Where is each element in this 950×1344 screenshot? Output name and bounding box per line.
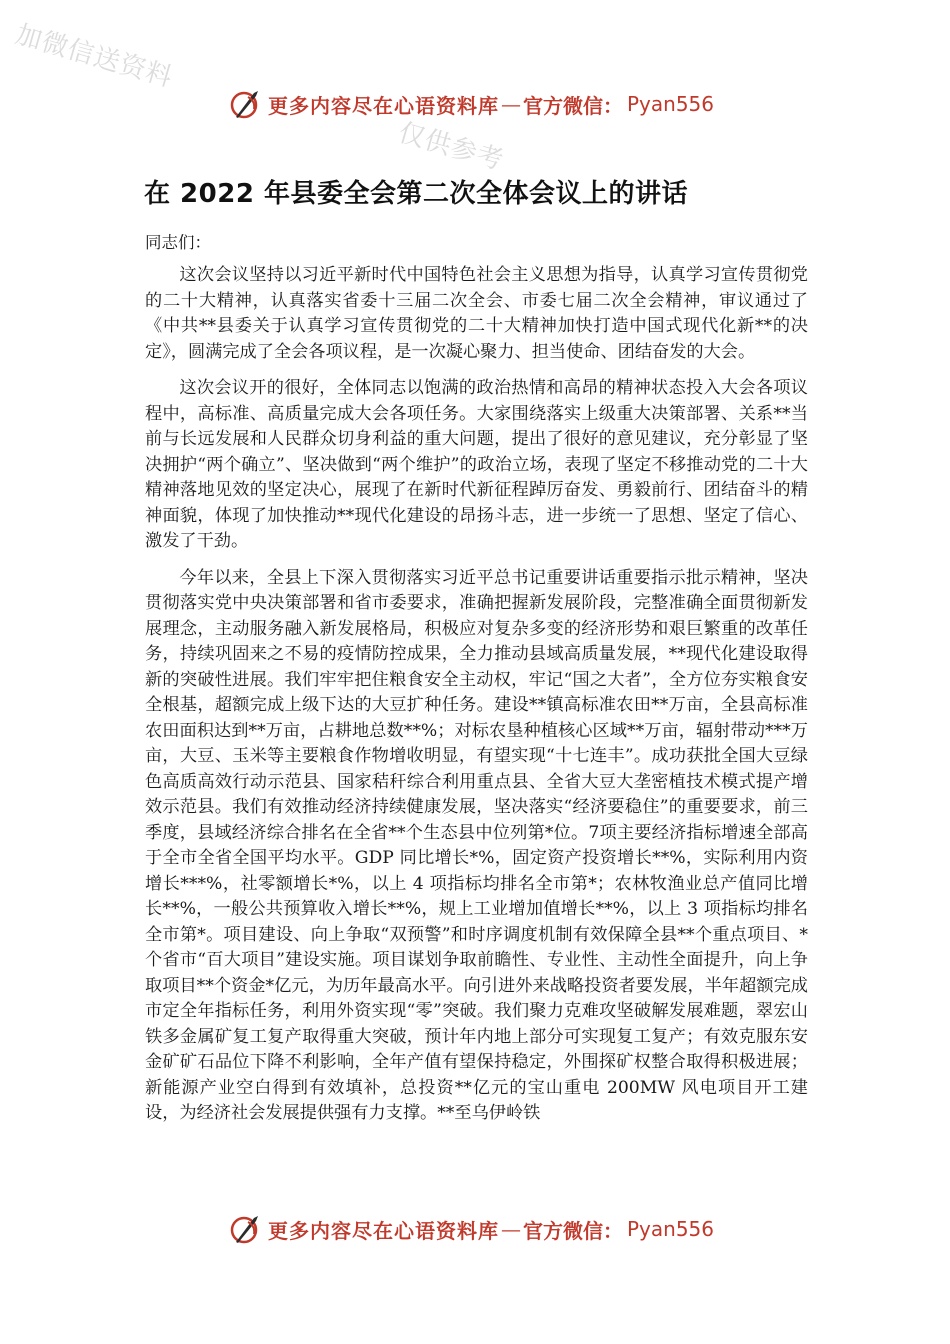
banner-slogan: 更多内容尽在心语资料库 <box>268 1218 499 1243</box>
banner-wechat-id: Pyan556 <box>627 92 715 116</box>
quill-pen-logo-icon <box>228 1212 262 1246</box>
quill-pen-logo-icon <box>228 87 262 121</box>
watermark-center: 仅供参考 <box>395 117 508 177</box>
paragraph-1: 这次会议坚持以习近平新时代中国特色社会主义思想为指导，认真学习宣传贯彻党的二十大精神，认真落实省委十三届二次全会、市委七届二次全会精神，审议通过了《中共**县委关于认真学习宣传贯彻党的二十大精神加快打造中国式现代化新**的决定》，圆满完成了全会各项议程，是一次凝心聚力、担当使命、团结奋发的大会。 <box>145 265 808 362</box>
banner-wechat-label: 官方微信： <box>523 1218 623 1243</box>
banner-dash: — <box>501 92 521 116</box>
watermark-corner: 加微信送资料 <box>12 19 177 94</box>
footer-banner <box>228 1209 714 1249</box>
paragraph-2: 这次会议开的很好，全体同志以饱满的政治热情和高昂的精神状态投入大会各项议程中，高标准、高质量完成大会各项任务。大家围绕落实上级重大决策部署、关系**当前与长远发展和人民群众切身利益的重大问题，提出了很好的意见建议，充分彰显了坚决拥护“两个确立”、坚决做到“两个维护”的政治立场，表现了坚定不移推动党的二十大精神落地见效的坚定决心，展现了在新时代新征程踔厉奋发、勇毅前行、团结奋斗的精神面貌，体现了加快推动**现代化建设的昂扬斗志，进一步统一了思想、坚定了信心、激发了干劲。 <box>145 378 808 551</box>
banner-wechat-id: Pyan556 <box>627 1217 715 1241</box>
banner-wechat-label: 官方微信： <box>523 93 623 118</box>
page-title: 在 2022 年县委全会第二次全体会议上的讲话 <box>144 179 688 209</box>
banner-dash: — <box>501 1217 521 1241</box>
banner-slogan: 更多内容尽在心语资料库 <box>268 93 499 118</box>
header-banner <box>228 84 714 124</box>
salutation: 同志们： <box>145 233 211 252</box>
document-body <box>145 263 808 1138</box>
paragraph-3: 今年以来，全县上下深入贯彻落实习近平总书记重要讲话重要指示批示精神，坚决贯彻落实党中央决策部署和省市委要求，准确把握新发展阶段，完整准确全面贯彻新发展理念，主动服务融入新发展格局，积极应对复杂多变的经济形势和艰巨繁重的改革任务，持续巩固来之不易的疫情防控成果，全力推动县域高质量发展，**现代化建设取得新的突破性进展。我们牢牢把住粮食安全主动权，牢记“国之大者”，全方位夯实粮食安全根基，超额完成上级下达的大豆扩种任务。建设**镇高标准农田**万亩，全县高标准农田面积达到**万亩，占耕地总数**%；对标农垦种植核心区域**万亩，辐射带动***万亩，大豆、玉米等主要粮食作物增收明显，有望实现“十七连丰”。成功获批全国大豆绿色高质高效行动示范县、国家秸秆综合利用重点县、全省大豆大垄密植技术模式提产增效示范县。我们有效推动经济持续健康发展，坚决落实“经济要稳住”的重要要求，前三季度，县域经济综合排名在全省**个生态县中位列第*位。7项主要经济指标增速全部高于全市全省全国平均水平。GDP 同比增长*%，固定资产投资增长**%，实际利用内资增长***%，社零额增长*%，以上 4 项指标均排名全市第*；农林牧渔业总产值同比增长**%，一般公共预算收入增长**%，规上工业增加值增长**%，以上 3 项指标均排名全市第*。项目建设、向上争取“双预警”和时序调度机制有效保障全县**个重点项目、*个省市“百大项目”建设实施。项目谋划争取前瞻性、专业性、主动性全面提升，向上争取项目**个资金*亿元，为历年最高水平。向引进外来战略投资者要发展，半年超额完成市定全年指标任务，利用外资实现“零”突破。我们聚力克难攻坚破解发展难题，翠宏山铁多金属矿复工复产取得重大突破，预计年内地上部分可实现复工复产；有效克服东安金矿矿石品位下降不利影响，全年产值有望保持稳定，外围探矿权整合取得积极进展；新能源产业空白得到有效填补，总投资**亿元的宝山重电 200MW 风电项目开工建设，为经济社会发展提供强有力支撑。**至乌伊岭铁 <box>145 567 808 1123</box>
